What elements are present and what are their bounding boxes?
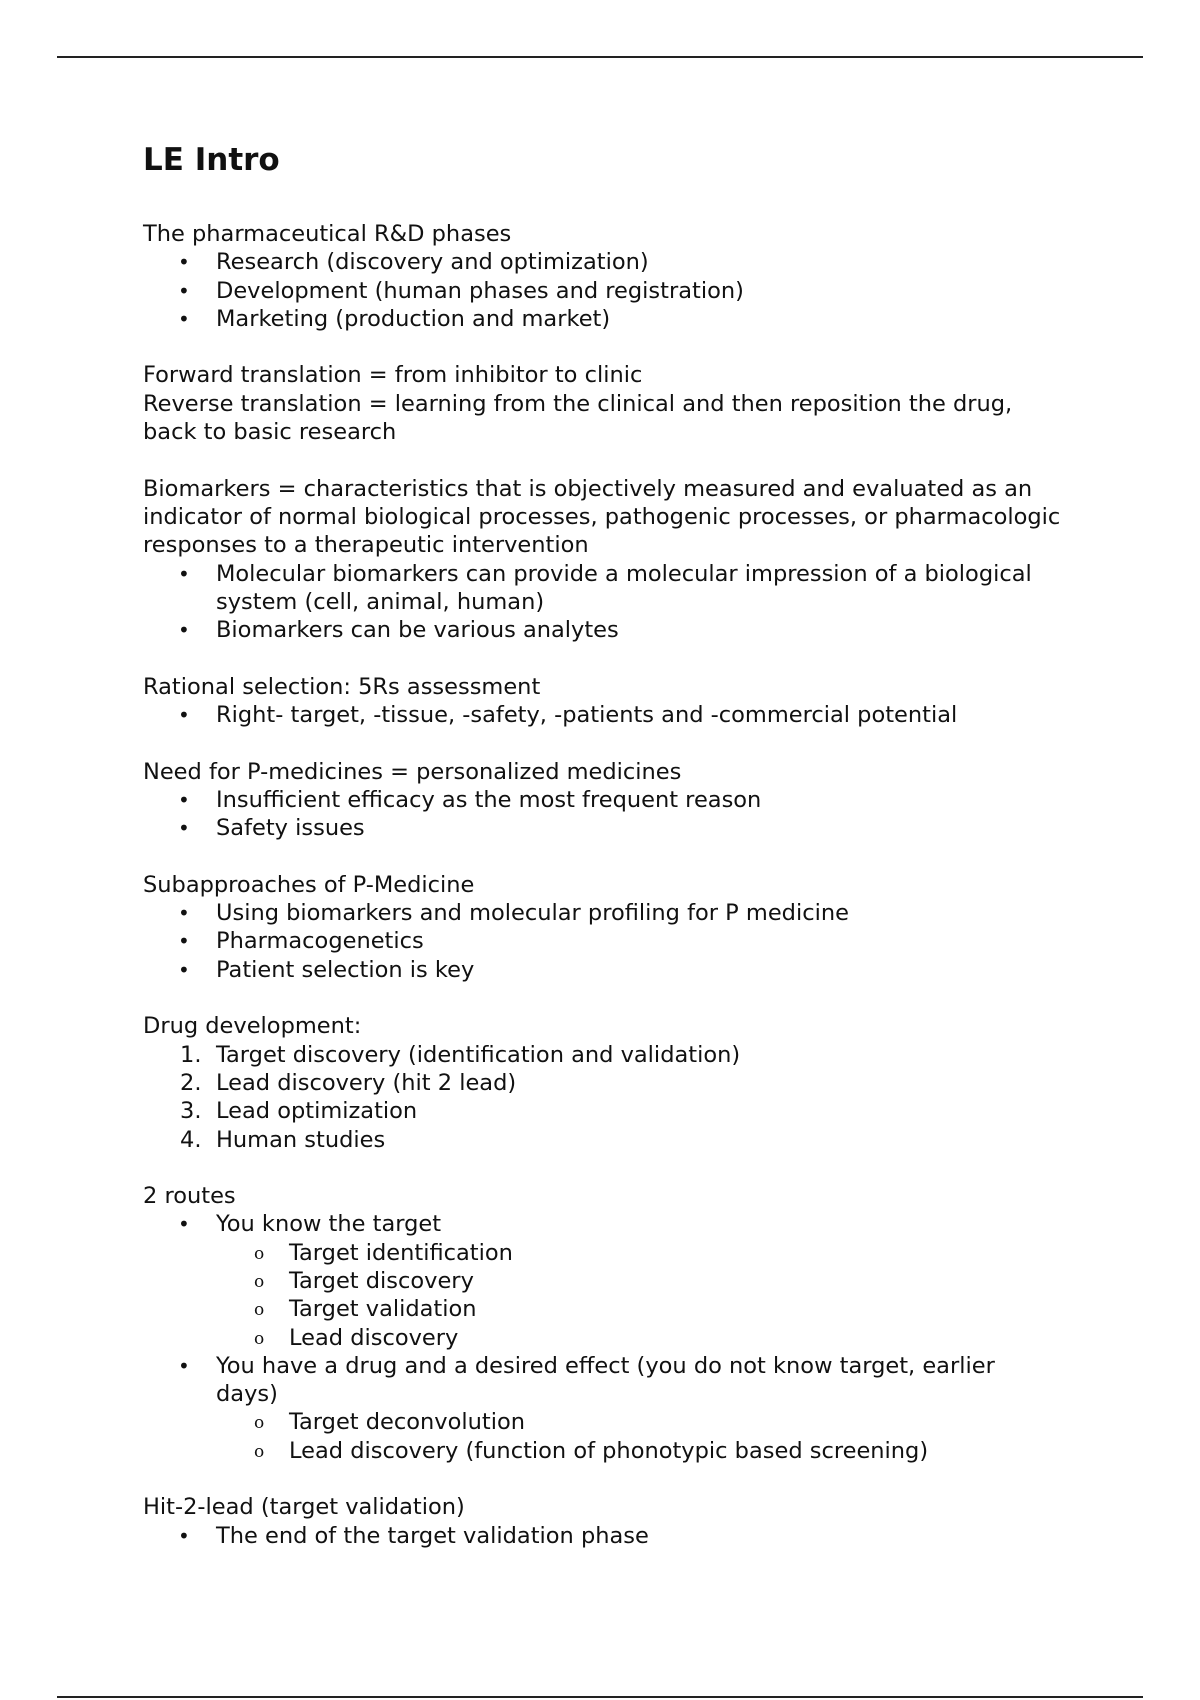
list-text: You know the target	[216, 1211, 442, 1238]
list-text: Human studies	[216, 1126, 386, 1153]
sub-list-item: o Lead discovery	[216, 1324, 1063, 1352]
section-routes	[143, 1182, 1063, 1465]
list-item: • Right- target, -tissue, -safety, -patients and -commercial potential	[143, 701, 1063, 729]
list-text: Lead discovery (hit 2 lead)	[216, 1069, 517, 1096]
list-item: • Using biomarkers and molecular profiling for P medicine	[143, 899, 1063, 927]
list-item: • Biomarkers can be various analytes	[143, 616, 1063, 644]
section-heading: Need for P-medicines = personalized medicines	[143, 758, 682, 785]
section-heading: The pharmaceutical R&D phases	[143, 221, 512, 247]
forward-translation: Forward translation = from inhibitor to clinic	[143, 362, 643, 389]
list-text: Target discovery (identification and validation)	[216, 1041, 741, 1068]
reverse-translation: Reverse translation = learning from the clinical and then reposition the drug, back to basic research	[143, 390, 1013, 446]
section-biomarkers	[143, 475, 1063, 645]
section-heading: Rational selection: 5Rs assessment	[143, 673, 541, 700]
sub-list-item: o Target validation	[216, 1295, 1063, 1323]
section-translation	[143, 361, 1063, 446]
bullet-list	[143, 1210, 1063, 1465]
list-item	[143, 1097, 1063, 1125]
list-number: 3.	[180, 1098, 202, 1125]
page-title: LE Intro	[143, 142, 280, 178]
list-text: You have a drug and a desired effect (you do not know target, earlier days)	[216, 1352, 995, 1408]
list-item: • Insufficient efficacy as the most frequent reason	[143, 786, 1063, 814]
section-heading: Hit-2-lead (target validation)	[143, 1494, 465, 1521]
bullet-list	[143, 899, 1063, 984]
list-item: • Molecular biomarkers can provide a molecular impression of a biological system (cell, animal, human)	[143, 560, 1063, 617]
list-item: • The end of the target validation phase	[143, 1522, 1063, 1550]
bullet-list	[143, 1522, 1063, 1550]
section-rd-phases	[143, 220, 1063, 333]
footer-rule	[57, 1696, 1143, 1698]
list-number: 4.	[180, 1126, 202, 1153]
list-item: • Safety issues	[143, 814, 1063, 842]
list-text: Lead optimization	[216, 1098, 418, 1125]
list-item: • Marketing (production and market)	[143, 305, 1063, 333]
section-drug-development	[143, 1012, 1063, 1153]
section-heading: Subapproaches of P-Medicine	[143, 871, 475, 898]
list-item: • Patient selection is key	[143, 956, 1063, 984]
list-item	[143, 1126, 1063, 1154]
section-heading: Drug development:	[143, 1013, 362, 1040]
sub-list-item: o Target deconvolution	[216, 1408, 1063, 1436]
numbered-list	[143, 1041, 1063, 1154]
list-item	[143, 1041, 1063, 1069]
list-item: • Development (human phases and registration)	[143, 277, 1063, 305]
bullet-list	[143, 786, 1063, 843]
section-rational-selection	[143, 673, 1063, 730]
sub-list-item: o Lead discovery (function of phonotypic based screening)	[216, 1437, 1063, 1465]
section-heading: 2 routes	[143, 1183, 236, 1210]
biomarkers-definition: Biomarkers = characteristics that is objectively measured and evaluated as an indicator of normal biological processes, pathogenic processes, or pharmacologic responses to a therapeutic intervention	[143, 475, 1061, 559]
bullet-list	[143, 248, 1063, 333]
list-item	[143, 1352, 1063, 1465]
list-item: • Pharmacogenetics	[143, 927, 1063, 955]
list-item	[143, 1210, 1063, 1351]
list-item: • Research (discovery and optimization)	[143, 248, 1063, 276]
section-p-medicines	[143, 758, 1063, 843]
list-number: 2.	[180, 1069, 202, 1096]
document-body	[143, 140, 1063, 1578]
section-hit2lead	[143, 1493, 1063, 1550]
bullet-list	[143, 560, 1063, 645]
sub-list-item: o Target discovery	[216, 1267, 1063, 1295]
section-subapproaches	[143, 871, 1063, 984]
sub-list-item: o Target identification	[216, 1239, 1063, 1267]
list-number: 1.	[180, 1041, 202, 1068]
sub-list	[216, 1239, 1063, 1352]
sub-list	[216, 1408, 1063, 1465]
list-item	[143, 1069, 1063, 1097]
header-rule	[57, 56, 1143, 58]
bullet-list	[143, 701, 1063, 729]
